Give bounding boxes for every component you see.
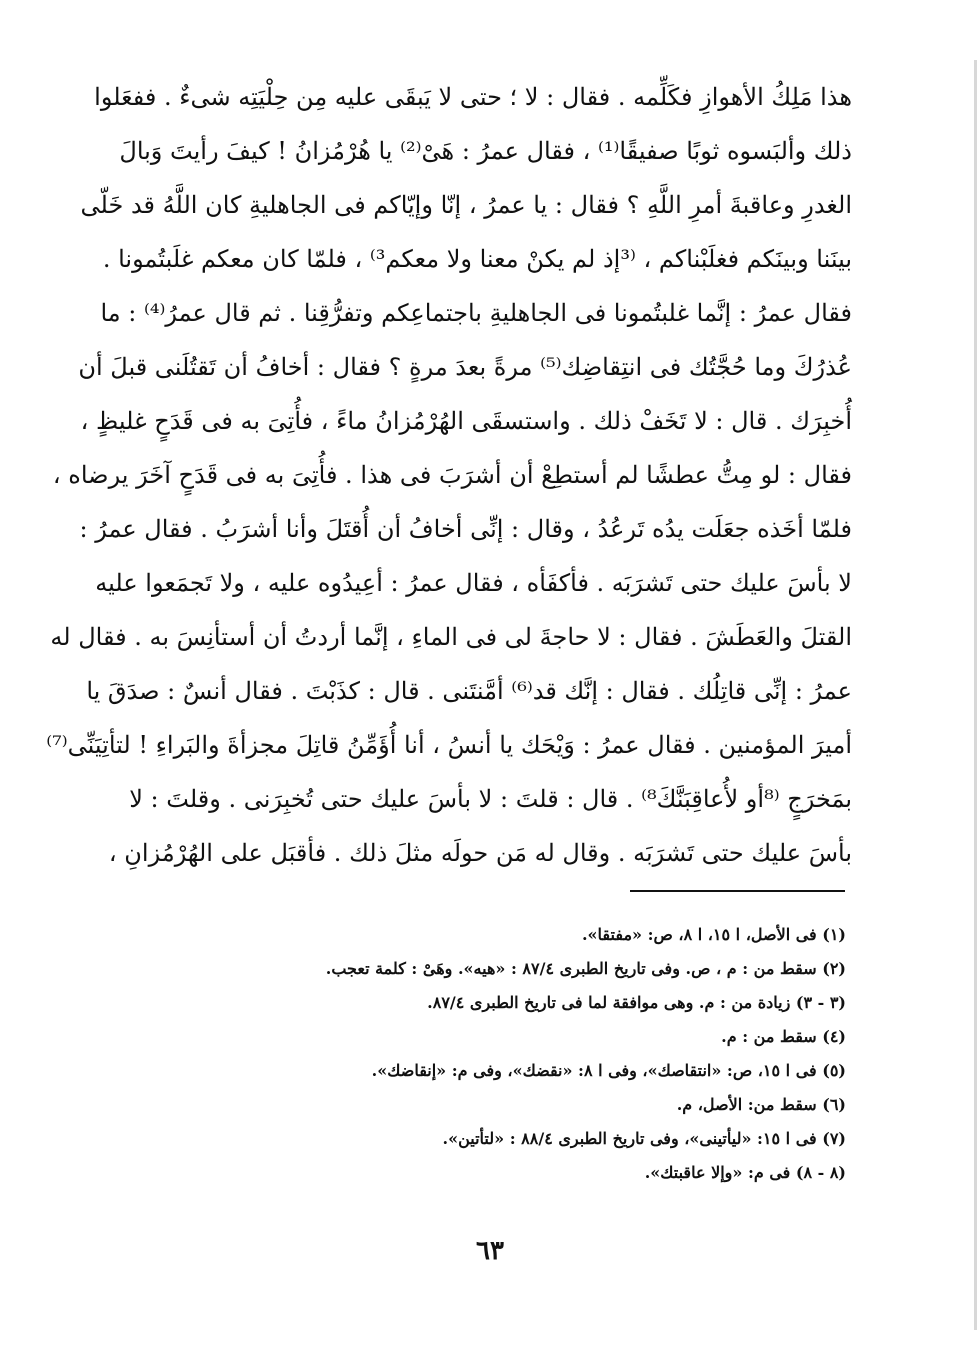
text-line: فلمّا أخَذه جعَلَت يدُه تَرعُدُ ، وقال : إنِّى أخافُ أن أُقتَلَ وأنا أشرَبُ . فقال عمرُ : — [79, 515, 852, 543]
footnote: (٦) سقط من: الأصل، م. — [676, 1095, 846, 1114]
text-line: عُذرُكَ وما حُجَّتُك فى انتِقاضِك⁽⁵⁾ مرةً بعدَ مرةٍ ؟ فقال : أخافُ أن تَقتُلَنى قبلَ أن — [78, 353, 852, 381]
text-line: عمرُ : إنِّى قاتِلُك . فقال : إنَّك قد⁽⁶⁾ أمَّنتَنى . قال : كذَبْتَ . فقال أنسٌ : صدَقَ يا — [86, 677, 852, 705]
footnote: (٤) سقط من : م. — [721, 1027, 846, 1046]
text-line: أُخبِرَك . قال : لا تَخَفْ ذلك . واستسقَى الهُرْمُزانُ ماءً ، فأُتِىَ به فى قَدَحٍ غليظٍ ، — [80, 407, 852, 435]
footnote: (٨ - ٨) فى م: «وإلا عاقبتك». — [644, 1163, 846, 1182]
text-line: فقال عمرُ : إنَّما غلبتُمونا فى الجاهليةِ باجتماعِكم وتفرُّقِنا . ثم قال عمرُ⁽⁴⁾ : ما — [100, 299, 852, 327]
footnotes — [140, 918, 846, 1190]
main-text — [46, 70, 852, 880]
text-line: بأسَ عليك حتى تَشرَبَه . وقال له مَن حولَه مثلَ ذلك . فأقبَل على الهُرْمُزانِ ، — [108, 839, 852, 867]
text-line: فقال : لو مِتُّ عطشًا لم أستطِعْ أن أشرَبَ فى هذا . فأُتِىَ به فى قَدَحٍ آخَرَ يرضاه ، — [52, 461, 852, 489]
text-line: هذا مَلِكُ الأهوازِ فكَلِّمه . فقال : لا ؛ حتى لا يَبقَى عليه مِن حِلْيَتِه شىءٌ . ففعَلوا — [94, 83, 852, 111]
footnote-separator — [630, 890, 845, 892]
footnote: (١) فى الأصل، ا ١٥، ا ٨، ص: «مفتقا». — [581, 925, 846, 944]
text-line: بينَنا وبينَكم فغلَبْناكم ، ⁽³إذ لم يكنْ معنا ولا معكم³⁾ ، فلمّا كان معكم غلَبتُمونا . — [102, 245, 852, 273]
footnote: (٧) فى ا ١٥: «ليأتينى»، وفى تاريخ الطبرى ٨٨/٤ : «لتأتين». — [442, 1129, 846, 1148]
text-line: بمَخرَجٍ ⁽⁸أو لأُعاقِبَنَّكَ⁸⁾ . قال : قلتَ : لا بأسَ عليك حتى تُخبِرَنى . وقلتَ : لا — [129, 785, 852, 813]
text-line: القتلَ والعَطَشَ . فقال : لا حاجةَ لى فى الماءِ ، إنَّما أردتُ أن أستأنِسَ به . فقال له — [50, 623, 852, 651]
text-line: ذلك وألبَسوه ثوبًا صفيقًا⁽¹⁾ ، فقال عمرُ : هَىْ⁽²⁾ يا هُرْمُزانُ ! كيفَ رأيتَ وَبالَ — [119, 137, 852, 165]
text-line: أميرَ المؤمنين . فقال عمرُ : وَيْحَك يا أنسُ ، أنا أُؤَمِّنُ قاتِلَ مجزأةَ والبَراءِ ! لتأتِيَنِّى⁽⁷⁾ — [46, 731, 852, 759]
text-line: الغدرِ وعاقبةَ أمرِ اللَّهِ ؟ فقال : يا عمرُ ، إنّا وإيّاكم فى الجاهليةِ كان اللَّهُ قد خَلّى — [80, 191, 852, 219]
page-number: ٦٣ — [476, 1236, 504, 1266]
footnote: (٥) فى ا ١٥، ص: «انتقاصك»، وفى ا ٨: «نقضك»، وفى م: «إنقاضك». — [371, 1061, 846, 1080]
footnote: (٢) سقط من : م ، ص. وفى تاريخ الطبرى ٨٧/٤ : «هيه». وهَىْ : كلمة تعجب. — [325, 959, 846, 978]
text-line: لا بأسَ عليك حتى تَشرَبَه . فأكفَأه ، فقال عمرُ : أعِيدُوه عليه ، ولا تَجمَعوا عليه — [95, 569, 852, 597]
footnote: (٣ - ٣) زيادة من : م. وهى موافقة لما فى تاريخ الطبرى ٨٧/٤. — [427, 993, 846, 1012]
